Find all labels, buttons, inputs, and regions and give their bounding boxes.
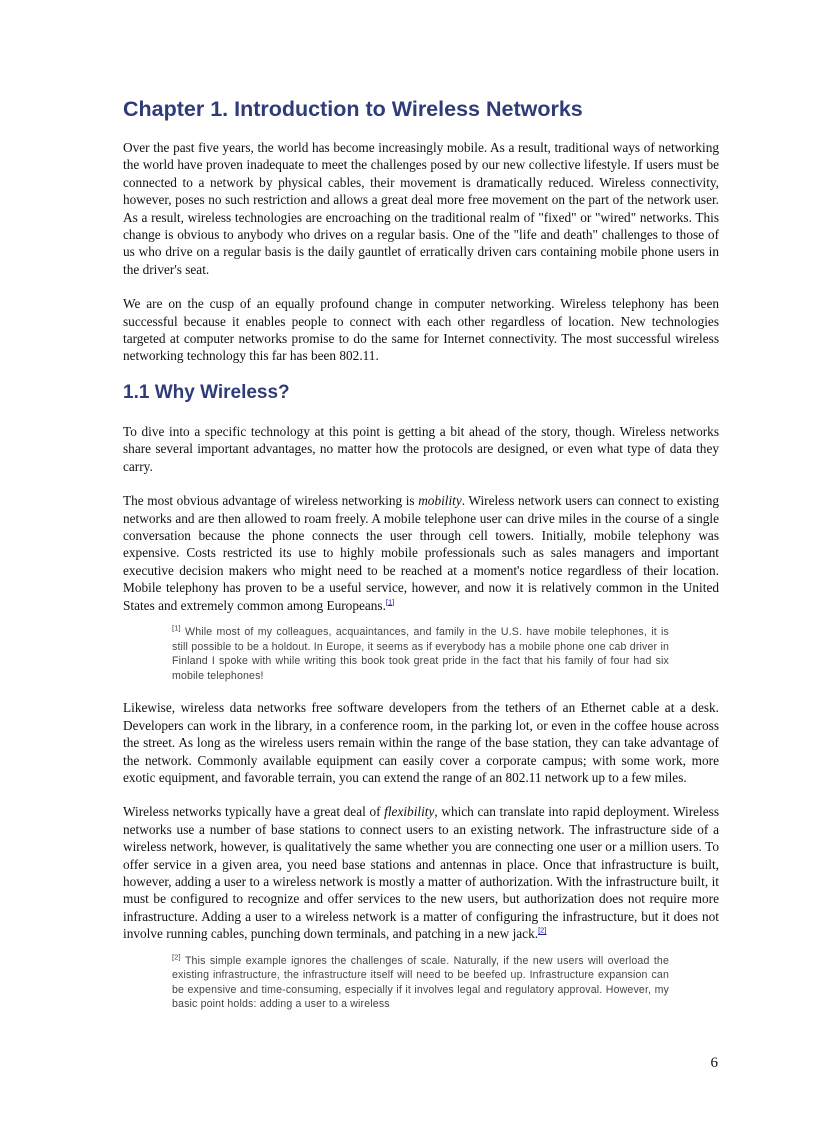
- chapter-paragraph-1: Over the past five years, the world has become increasingly mobile. As a result, traditional ways of networking the world have proven inadequate to meet the challenges posed by our new collective lifestyle. If users must be connected to a network by physical cables, their movement is dramatically reduced. Wireless connectivity, however, poses no such restriction and allows a great deal more free movement on the part of the network user. As a result, wireless technologies are encroaching on the traditional realm of "fixed" or "wired" networks. This change is obvious to anybody who drives on a regular basis. One of the "life and death" challenges to those of us who drive on a regular basis is the daily gauntlet of erratically driven cars containing mobile phone users in the driver's seat.: [123, 140, 719, 277]
- page-number: 6: [710, 1055, 718, 1071]
- footnote-2: [172, 954, 669, 1012]
- mobility-text-after: . Wireless network users can connect to existing networks and are then allowed to roam freely. A mobile telephone user can drive miles in the course of a single conversation because the phone connects the user through cell towers. Initially, mobile telephony was expensive. Costs restricted its use to highly mobile professionals such as sales managers and important executive decision makers who might need to be reached at a moment's notice regardless of their location. Mobile telephony has proven to be a useful service, however, and now it is relatively common in the United States and extremely common among Europeans.: [123, 493, 719, 613]
- footnote-1-marker: [1]: [172, 623, 181, 633]
- mobility-text-before: The most obvious advantage of wireless networking is: [123, 493, 419, 509]
- likewise-paragraph: Likewise, wireless data networks free software developers from the tethers of an Ethernet cable at a desk. Developers can work in the library, in a conference room, in the parking lot, or even in the coffee house across the street. As long as the wireless users remain within the range of the base station, they can take advantage of the network. Commonly available equipment can easily cover a corporate campus; with some work, more exotic equipment, and favorable terrain, you can extend the range of an 802.11 network up to a few miles.: [123, 700, 719, 785]
- footnote-1-text: While most of my colleagues, acquaintances, and family in the U.S. have mobile telephones, it is still possible to be a holdout. In Europe, it seems as if everybody has a mobile phone one cab driver in Finland I spoke with while writing this book took great pride in the fact that his family of four had six mobile telephones!: [172, 625, 669, 682]
- section-title: 1.1 Why Wireless?: [123, 381, 290, 403]
- footnote-1-link[interactable]: [1]: [385, 597, 395, 607]
- chapter-title: Chapter 1. Introduction to Wireless Networks: [123, 97, 583, 121]
- mobility-emphasis: mobility: [418, 493, 462, 509]
- flexibility-paragraph: [123, 803, 719, 942]
- flexibility-text-before: Wireless networks typically have a great deal of: [123, 804, 385, 820]
- flexibility-emphasis: flexibility: [384, 804, 435, 820]
- footnote-2-text: This simple example ignores the challenges of scale. Naturally, if the new users will overload the existing infrastructure, the infrastructure itself will need to be beefed up. Infrastructure expansion can be expensive and time-consuming, especially if it involves legal and regulatory approval. However, my basic point holds: adding a user to a wireless: [172, 954, 669, 1011]
- page-content: [123, 92, 719, 1012]
- chapter-paragraph-2: We are on the cusp of an equally profound change in computer networking. Wireless telephony has been successful because it enables people to connect with each other regardless of location. New technologies targeted at computer networks promise to do the same for Internet connectivity. The most successful wireless networking technology this far has been 802.11.: [123, 296, 719, 364]
- footnote-1: [172, 625, 669, 683]
- section-intro-paragraph: To dive into a specific technology at this point is getting a bit ahead of the story, though. Wireless networks share several important advantages, no matter how the protocols are designed, or even what type of data they carry.: [123, 423, 719, 474]
- footnote-2-link[interactable]: [2]: [538, 925, 547, 935]
- footnote-2-marker: [2]: [172, 952, 181, 962]
- flexibility-text-after: , which can translate into rapid deployment. Wireless networks use a number of base stations to connect users to an existing network. The infrastructure side of a wireless network, however, is qualitatively the same whether you are connecting one user or a million users. To offer service in a given area, you need base stations and antennas in place. Once that infrastructure is built, however, adding a user to a wireless network is mostly a matter of authorization. With the infrastructure built, it must be configured to recognize and offer services to the new users, but authorization does not require more infrastructure. Adding a user to a wireless network is a matter of configuring the infrastructure, but it does not involve running cables, punching down terminals, and patching in a new jack.: [123, 804, 719, 942]
- mobility-paragraph: [123, 492, 719, 614]
